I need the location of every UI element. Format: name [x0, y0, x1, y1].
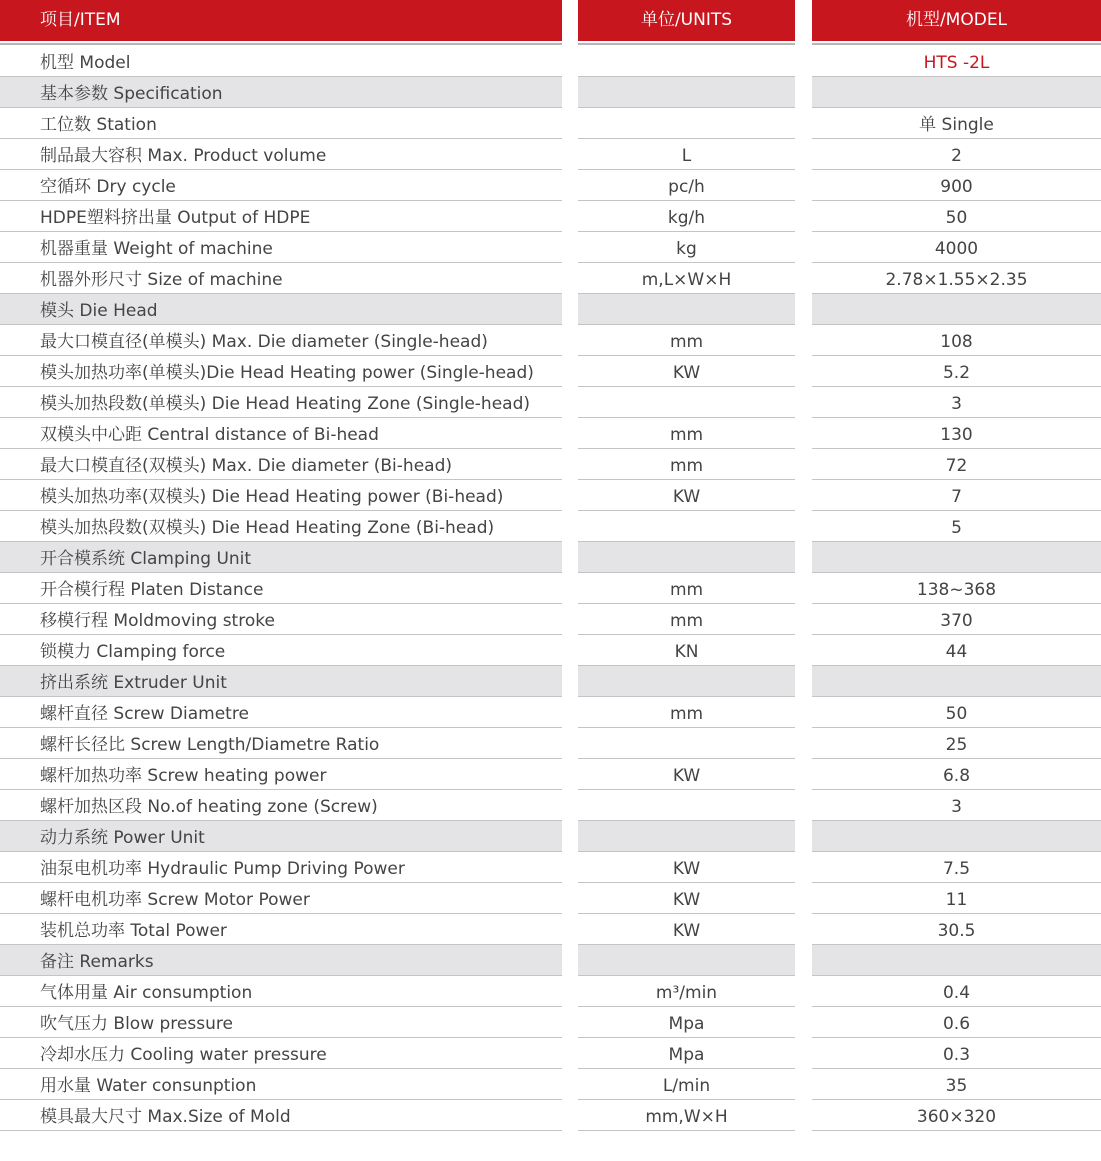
value-cell: 0.4: [812, 976, 1101, 1007]
value-cell: 30.5: [812, 914, 1101, 945]
unit-cell: L: [578, 139, 795, 170]
table-row: [0, 356, 1101, 387]
section-row: [0, 821, 1101, 852]
item-cell: 螺杆直径 Screw Diametre: [0, 697, 562, 728]
table-row: [0, 263, 1101, 294]
value-cell: [812, 666, 1101, 697]
value-cell: 0.3: [812, 1038, 1101, 1069]
unit-cell: KW: [578, 852, 795, 883]
value-cell: 35: [812, 1069, 1101, 1100]
value-cell: 5.2: [812, 356, 1101, 387]
table-row: [0, 728, 1101, 759]
value-cell: 5: [812, 511, 1101, 542]
unit-cell: Mpa: [578, 1038, 795, 1069]
table-row: [0, 1007, 1101, 1038]
item-cell: 螺杆加热区段 No.of heating zone (Screw): [0, 790, 562, 821]
section-row: [0, 945, 1101, 976]
item-cell: 装机总功率 Total Power: [0, 914, 562, 945]
unit-cell: [578, 945, 795, 976]
table-row: [0, 480, 1101, 511]
item-cell: HDPE塑料挤出量 Output of HDPE: [0, 201, 562, 232]
item-cell: 用水量 Water consunption: [0, 1069, 562, 1100]
value-cell: 25: [812, 728, 1101, 759]
header-model: 机型/MODEL: [812, 0, 1101, 41]
value-cell: 900: [812, 170, 1101, 201]
value-cell: 3: [812, 387, 1101, 418]
item-cell: 挤出系统 Extruder Unit: [0, 666, 562, 697]
table-row: [0, 883, 1101, 914]
unit-cell: Mpa: [578, 1007, 795, 1038]
unit-cell: [578, 542, 795, 573]
value-cell: 单 Single: [812, 108, 1101, 139]
value-cell: 50: [812, 697, 1101, 728]
unit-cell: KW: [578, 480, 795, 511]
unit-cell: mm,W×H: [578, 1100, 795, 1131]
section-row: [0, 542, 1101, 573]
item-cell: 油泵电机功率 Hydraulic Pump Driving Power: [0, 852, 562, 883]
item-cell: 模头加热功率(双模头) Die Head Heating power (Bi-head): [0, 480, 562, 511]
table-row: [0, 1100, 1101, 1131]
table-row: [0, 1038, 1101, 1069]
value-cell: 6.8: [812, 759, 1101, 790]
value-cell: 44: [812, 635, 1101, 666]
table-row: [0, 170, 1101, 201]
unit-cell: [578, 387, 795, 418]
table-header: [0, 0, 1101, 46]
item-cell: 制品最大容积 Max. Product volume: [0, 139, 562, 170]
item-cell: 基本参数 Specification: [0, 77, 562, 108]
unit-cell: [578, 77, 795, 108]
value-cell: 7.5: [812, 852, 1101, 883]
unit-cell: [578, 294, 795, 325]
header-divider: [0, 43, 562, 45]
value-cell: 4000: [812, 232, 1101, 263]
item-cell: 机器外形尺寸 Size of machine: [0, 263, 562, 294]
table-row: [0, 139, 1101, 170]
unit-cell: [578, 790, 795, 821]
table-row: [0, 232, 1101, 263]
value-cell: 138~368: [812, 573, 1101, 604]
item-cell: 锁模力 Clamping force: [0, 635, 562, 666]
item-cell: 机器重量 Weight of machine: [0, 232, 562, 263]
item-cell: 工位数 Station: [0, 108, 562, 139]
value-cell: 72: [812, 449, 1101, 480]
unit-cell: pc/h: [578, 170, 795, 201]
item-cell: 动力系统 Power Unit: [0, 821, 562, 852]
table-row: [0, 1069, 1101, 1100]
item-cell: 模具最大尺寸 Max.Size of Mold: [0, 1100, 562, 1131]
unit-cell: [578, 821, 795, 852]
header-item: 项目/ITEM: [0, 0, 562, 41]
table-row: [0, 604, 1101, 635]
value-cell: 2.78×1.55×2.35: [812, 263, 1101, 294]
unit-cell: mm: [578, 573, 795, 604]
value-cell: [812, 77, 1101, 108]
value-cell: 370: [812, 604, 1101, 635]
table-row: [0, 635, 1101, 666]
item-cell: 模头加热功率(单模头)Die Head Heating power (Single-head): [0, 356, 562, 387]
item-cell: 螺杆电机功率 Screw Motor Power: [0, 883, 562, 914]
item-cell: 备注 Remarks: [0, 945, 562, 976]
item-cell: 双模头中心距 Central distance of Bi-head: [0, 418, 562, 449]
table-row: [0, 697, 1101, 728]
item-cell: 机型 Model: [0, 46, 562, 77]
unit-cell: mm: [578, 604, 795, 635]
value-cell: [812, 821, 1101, 852]
unit-cell: [578, 666, 795, 697]
model-row: [0, 46, 1101, 77]
unit-cell: KW: [578, 759, 795, 790]
table-row: [0, 449, 1101, 480]
value-cell: [812, 945, 1101, 976]
unit-cell: [578, 511, 795, 542]
unit-cell: KW: [578, 914, 795, 945]
table-row: [0, 976, 1101, 1007]
unit-cell: [578, 46, 795, 77]
table-body: [0, 46, 1101, 1131]
value-cell: 2: [812, 139, 1101, 170]
item-cell: 模头 Die Head: [0, 294, 562, 325]
value-cell: 11: [812, 883, 1101, 914]
item-cell: 螺杆加热功率 Screw heating power: [0, 759, 562, 790]
unit-cell: mm: [578, 325, 795, 356]
table-row: [0, 418, 1101, 449]
unit-cell: KW: [578, 883, 795, 914]
unit-cell: KN: [578, 635, 795, 666]
value-cell: [812, 542, 1101, 573]
unit-cell: mm: [578, 449, 795, 480]
table-row: [0, 852, 1101, 883]
unit-cell: kg: [578, 232, 795, 263]
unit-cell: kg/h: [578, 201, 795, 232]
table-row: [0, 511, 1101, 542]
table-row: [0, 790, 1101, 821]
item-cell: 最大口模直径(双模头) Max. Die diameter (Bi-head): [0, 449, 562, 480]
table-row: [0, 914, 1101, 945]
table-row: [0, 108, 1101, 139]
item-cell: 模头加热段数(单模头) Die Head Heating Zone (Single-head): [0, 387, 562, 418]
table-row: [0, 759, 1101, 790]
item-cell: 开合模系统 Clamping Unit: [0, 542, 562, 573]
value-cell: 3: [812, 790, 1101, 821]
value-cell: 0.6: [812, 1007, 1101, 1038]
table-row: [0, 573, 1101, 604]
table-row: [0, 387, 1101, 418]
value-cell: 50: [812, 201, 1101, 232]
item-cell: 吹气压力 Blow pressure: [0, 1007, 562, 1038]
value-cell: 108: [812, 325, 1101, 356]
value-cell: [812, 294, 1101, 325]
unit-cell: L/min: [578, 1069, 795, 1100]
section-row: [0, 294, 1101, 325]
value-cell: HTS -2L: [812, 46, 1101, 77]
unit-cell: m,L×W×H: [578, 263, 795, 294]
unit-cell: [578, 108, 795, 139]
item-cell: 空循环 Dry cycle: [0, 170, 562, 201]
value-cell: 360×320: [812, 1100, 1101, 1131]
item-cell: 最大口模直径(单模头) Max. Die diameter (Single-head): [0, 325, 562, 356]
table-row: [0, 325, 1101, 356]
value-cell: 130: [812, 418, 1101, 449]
unit-cell: [578, 728, 795, 759]
header-divider: [812, 43, 1101, 45]
item-cell: 冷却水压力 Cooling water pressure: [0, 1038, 562, 1069]
item-cell: 开合模行程 Platen Distance: [0, 573, 562, 604]
header-units: 单位/UNITS: [578, 0, 795, 41]
item-cell: 移模行程 Moldmoving stroke: [0, 604, 562, 635]
unit-cell: mm: [578, 697, 795, 728]
item-cell: 气体用量 Air consumption: [0, 976, 562, 1007]
item-cell: 模头加热段数(双模头) Die Head Heating Zone (Bi-head): [0, 511, 562, 542]
header-divider: [578, 43, 795, 45]
item-cell: 螺杆长径比 Screw Length/Diametre Ratio: [0, 728, 562, 759]
section-row: [0, 666, 1101, 697]
unit-cell: m³/min: [578, 976, 795, 1007]
unit-cell: KW: [578, 356, 795, 387]
value-cell: 7: [812, 480, 1101, 511]
unit-cell: mm: [578, 418, 795, 449]
section-row: [0, 77, 1101, 108]
table-row: [0, 201, 1101, 232]
